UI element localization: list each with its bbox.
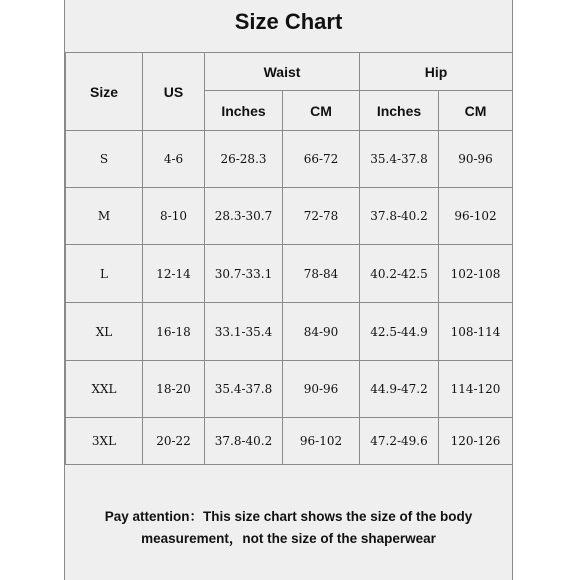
table-row [66,131,513,188]
cell-waist-cm: 72-78 [283,188,360,245]
page-title: Size Chart [234,9,343,34]
table-row [66,361,513,418]
table-row [66,188,513,245]
cell-us: 16-18 [143,303,205,361]
cell-hip-inches: 47.2-49.6 [360,418,439,465]
cell-waist-inches: 26-28.3 [205,131,283,188]
cell-size: XL [66,303,143,361]
table-row [66,303,513,361]
header-waist-inches: Inches [205,91,283,131]
header-us: US [143,53,205,131]
cell-size: S [66,131,143,188]
cell-hip-cm: 102-108 [439,245,513,303]
cell-us: 18-20 [143,361,205,418]
cell-waist-cm: 90-96 [283,361,360,418]
size-chart-sheet [64,0,513,580]
cell-size: M [66,188,143,245]
cell-waist-cm: 84-90 [283,303,360,361]
header-hip: Hip [360,53,513,91]
cell-waist-inches: 33.1-35.4 [205,303,283,361]
cell-hip-cm: 108-114 [439,303,513,361]
header-waist-cm: CM [283,91,360,131]
cell-waist-inches: 37.8-40.2 [205,418,283,465]
cell-size: 3XL [66,418,143,465]
size-table [65,52,513,465]
cell-waist-cm: 96-102 [283,418,360,465]
cell-hip-inches: 42.5-44.9 [360,303,439,361]
note-line-1: Pay attention：This size chart shows the size of the body [104,509,473,524]
cell-hip-cm: 96-102 [439,188,513,245]
cell-waist-inches: 30.7-33.1 [205,245,283,303]
cell-us: 8-10 [143,188,205,245]
cell-size: XXL [66,361,143,418]
attention-note [65,506,512,550]
cell-hip-inches: 37.8-40.2 [360,188,439,245]
cell-waist-inches: 35.4-37.8 [205,361,283,418]
cell-hip-inches: 40.2-42.5 [360,245,439,303]
cell-waist-cm: 78-84 [283,245,360,303]
cell-hip-cm: 114-120 [439,361,513,418]
cell-waist-cm: 66-72 [283,131,360,188]
cell-waist-inches: 28.3-30.7 [205,188,283,245]
header-hip-cm: CM [439,91,513,131]
cell-us: 4-6 [143,131,205,188]
cell-hip-cm: 90-96 [439,131,513,188]
cell-us: 20-22 [143,418,205,465]
table-row [66,245,513,303]
header-hip-inches: Inches [360,91,439,131]
note-line-2: measurement，not the size of the shaperwear [141,531,436,546]
header-row-top [66,53,513,91]
table-row [66,418,513,465]
cell-hip-inches: 44.9-47.2 [360,361,439,418]
cell-size: L [66,245,143,303]
header-size: Size [66,53,143,131]
cell-hip-inches: 35.4-37.8 [360,131,439,188]
cell-hip-cm: 120-126 [439,418,513,465]
cell-us: 12-14 [143,245,205,303]
header-waist: Waist [205,53,360,91]
